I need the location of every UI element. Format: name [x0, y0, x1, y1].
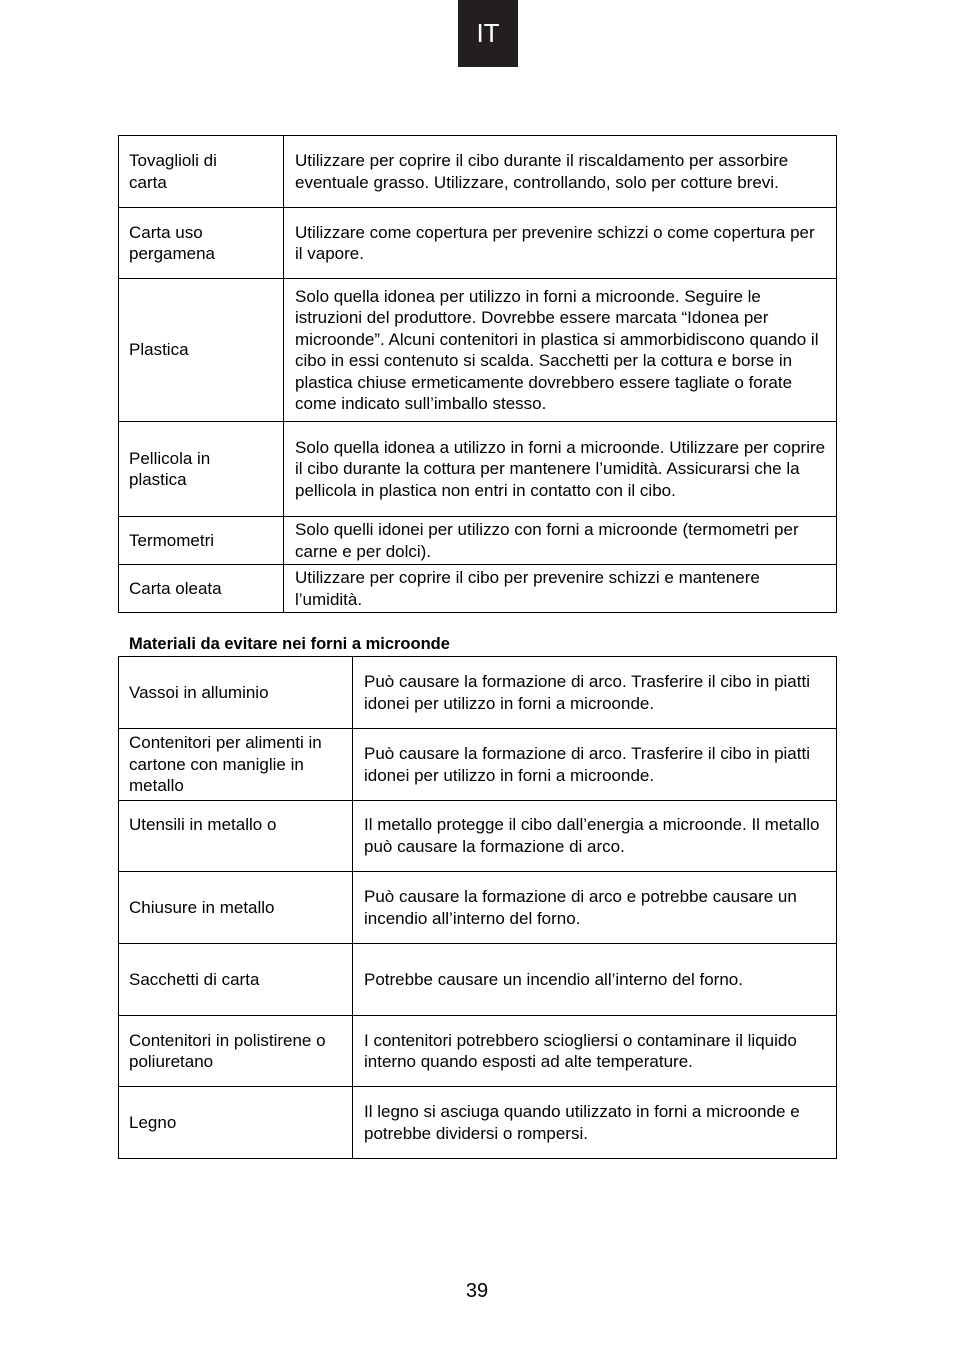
table-row — [119, 1016, 837, 1087]
material-cell: Plastica — [119, 279, 284, 422]
material-cell: Legno — [119, 1087, 353, 1159]
table-row — [119, 1087, 837, 1159]
material-cell: Termometri — [119, 517, 284, 565]
table-row — [119, 422, 837, 517]
description-cell: Può causare la formazione di arco. Trasferire il cibo in piatti idonei per utilizzo in forni a microonde. — [353, 729, 837, 801]
materials-to-avoid-table — [118, 656, 837, 1159]
description-cell: Solo quella idonea a utilizzo in forni a microonde. Utilizzare per coprire il cibo durante la cottura per mantenere l’umidità. Assicurarsi che la pellicola in plastica non entri in contatto con il cibo. — [284, 422, 837, 517]
material-cell: Carta oleata — [119, 565, 284, 613]
table-row — [119, 944, 837, 1016]
page-number: 39 — [465, 1280, 489, 1302]
table-row — [119, 136, 837, 208]
section-title: Materiali da evitare nei forni a microonde — [129, 635, 450, 653]
table-row — [119, 729, 837, 801]
description-cell: I contenitori potrebbero sciogliersi o contaminare il liquido interno quando esposti ad alte temperature. — [353, 1016, 837, 1087]
description-cell: Solo quella idonea per utilizzo in forni a microonde. Seguire le istruzioni del produttore. Dovrebbe essere marcata “Idonea per microonde”. Alcuni contenitori in plastica si ammorbidiscono quando il cibo in essi contenuto si scalda. Sacchetti per la cottura e borse in plastica chiuse ermeticamente dovrebbero essere tagliate o forate come indicato sull’imballo stesso. — [284, 279, 837, 422]
description-cell: Utilizzare per coprire il cibo per prevenire schizzi e mantenere l’umidità. — [284, 565, 837, 613]
material-cell: Contenitori in polistirene o poliuretano — [119, 1016, 353, 1087]
material-cell: Contenitori per alimenti in cartone con maniglie in metallo — [119, 729, 353, 801]
description-cell: Utilizzare per coprire il cibo durante il riscaldamento per assorbire eventuale grasso. Utilizzare, controllando, solo per cotture brevi. — [284, 136, 837, 208]
table-row — [119, 279, 837, 422]
material-cell: Utensili in metallo o — [119, 801, 353, 872]
description-cell: Utilizzare come copertura per prevenire schizzi o come copertura per il vapore. — [284, 208, 837, 279]
material-cell: Vassoi in alluminio — [119, 657, 353, 729]
material-cell: Sacchetti di carta — [119, 944, 353, 1016]
table-row — [119, 801, 837, 872]
description-cell: Può causare la formazione di arco e potrebbe causare un incendio all’interno del forno. — [353, 872, 837, 944]
material-cell: Chiusure in metallo — [119, 872, 353, 944]
description-cell: Può causare la formazione di arco. Trasferire il cibo in piatti idonei per utilizzo in forni a microonde. — [353, 657, 837, 729]
description-cell: Solo quelli idonei per utilizzo con forni a microonde (termometri per carne e per dolci). — [284, 517, 837, 565]
material-cell: Tovaglioli di carta — [119, 136, 284, 208]
table-row — [119, 565, 837, 613]
table-row — [119, 872, 837, 944]
table-row — [119, 657, 837, 729]
language-tab: IT — [458, 0, 518, 67]
table-row — [119, 208, 837, 279]
description-cell: Il legno si asciuga quando utilizzato in forni a microonde e potrebbe dividersi o rompersi. — [353, 1087, 837, 1159]
material-cell: Pellicola in plastica — [119, 422, 284, 517]
table-row — [119, 517, 837, 565]
description-cell: Potrebbe causare un incendio all’interno del forno. — [353, 944, 837, 1016]
material-cell: Carta uso pergamena — [119, 208, 284, 279]
suitable-materials-table — [118, 135, 837, 613]
description-cell: Il metallo protegge il cibo dall’energia a microonde. Il metallo può causare la formazione di arco. — [353, 801, 837, 872]
